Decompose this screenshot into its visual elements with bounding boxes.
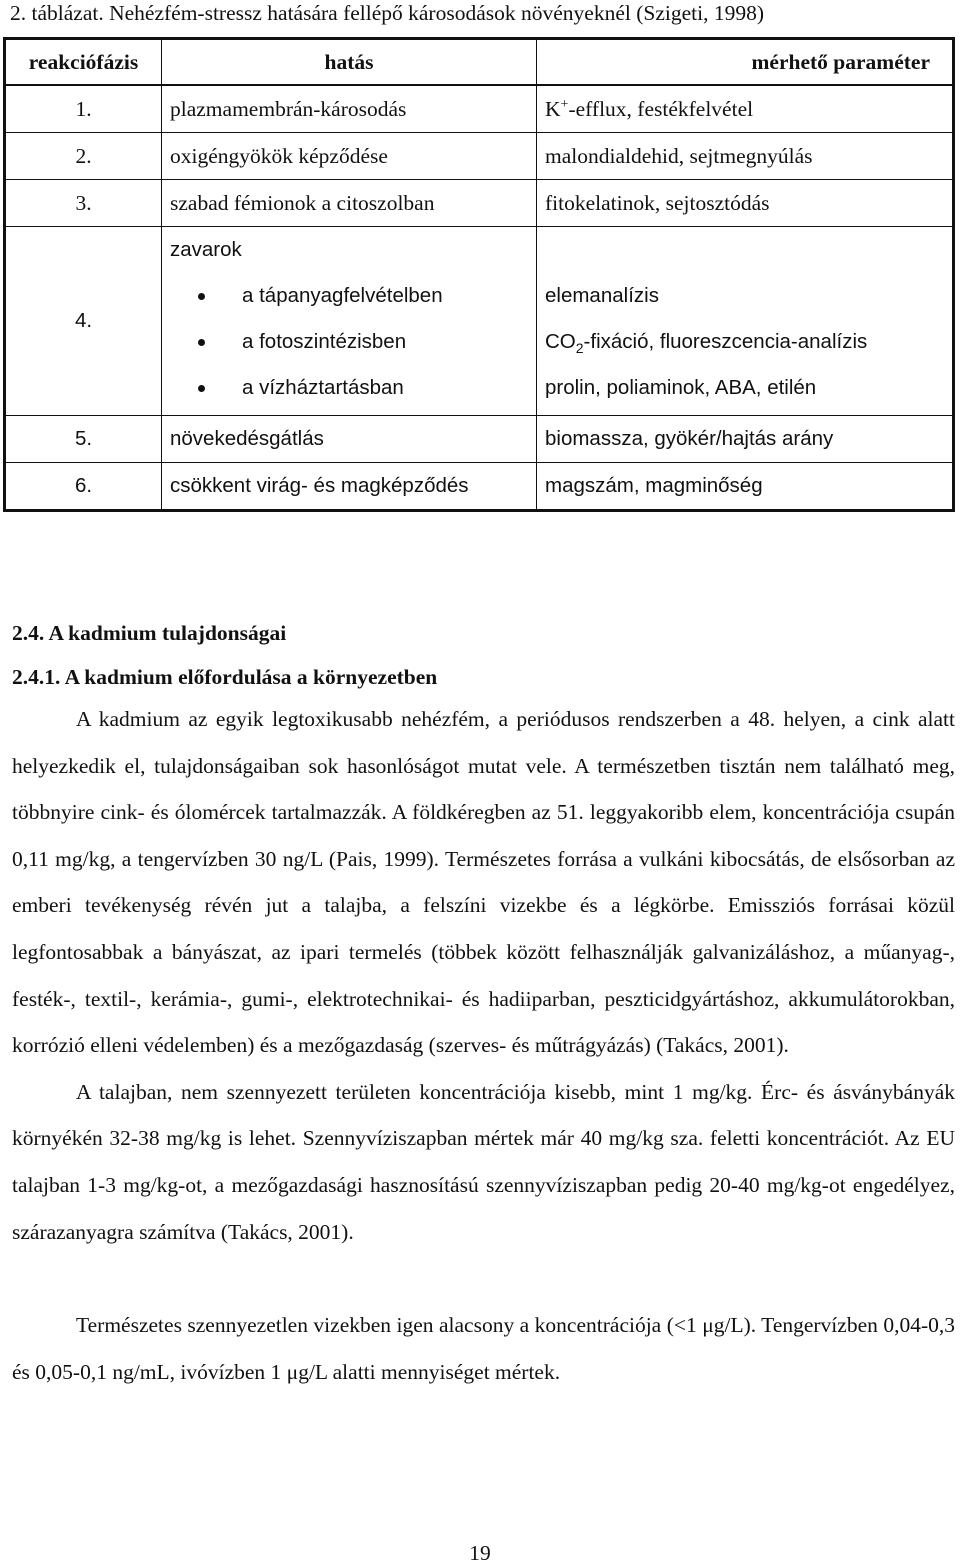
table-row <box>5 85 954 133</box>
row-parameter: malondialdehid, sejtmegnyúlás <box>537 133 954 180</box>
row-number: 2. <box>5 133 162 180</box>
table-header-row <box>5 39 954 86</box>
row-parameter: magszám, magminőség <box>537 463 954 511</box>
header-effect: hatás <box>162 39 537 86</box>
row-number: 4. <box>5 227 162 416</box>
co2-subscript: 2 <box>575 340 584 357</box>
stress-effects-table <box>3 37 955 512</box>
table-row <box>5 133 954 180</box>
row-effect: oxigéngyökök képződése <box>162 133 537 180</box>
header-parameter: mérhető paraméter <box>537 39 954 86</box>
bullet-icon <box>198 293 205 300</box>
row-parameter: biomassza, gyökér/hajtás arány <box>537 416 954 463</box>
row-number: 5. <box>5 416 162 463</box>
row-number: 3. <box>5 180 162 227</box>
row-effect: növekedésgátlás <box>162 416 537 463</box>
paragraph: A talajban, nem szennyezett területen koncentrációja kisebb, mint 1 mg/kg. Érc- és ásványbányák környékén 32-38 mg/kg is lehet. Szennyvíziszapban mértek már 40 mg/kg sza. feletti koncentrációt. Az EU talajban 1-3 mg/kg-ot, a mezőgazdasági hasznosítású szennyvíziszapban pedig 20-40 mg/kg-ot engedélyez, szárazanyagra számítva (Takács, 2001). <box>12 1079 955 1244</box>
row-effect: szabad fémionok a citoszolban <box>162 180 537 227</box>
row-parameter-list <box>537 227 954 416</box>
bullet-icon <box>198 339 205 346</box>
disorders-title: zavarok <box>170 238 242 261</box>
param-rest: -efflux, festékfelvétel <box>568 96 754 121</box>
row-effect: csökkent virág- és magképződés <box>162 463 537 511</box>
row-number: 6. <box>5 463 162 511</box>
list-item: a fotoszintézisben <box>162 319 536 365</box>
param-item: elemanalízis <box>545 284 659 307</box>
charge-superscript: + <box>560 96 569 112</box>
param-item: prolin, poliaminok, ABA, etilén <box>545 376 817 399</box>
row-effect-list <box>162 227 537 416</box>
param-item: $CO_2$-fixáció, fluoreszcencia-analízis <box>545 330 868 357</box>
table-row <box>5 416 954 463</box>
header-reaction-phase: reakciófázis <box>5 39 162 86</box>
row-parameter <box>537 85 954 133</box>
paragraph: Természetes szennyezetlen vizekben igen alacsony a koncentrációja (<1 μg/L). Tengervízben 0,04-0,3 és 0,05-0,1 ng/mL, ivóvízben 1 μg/L alatti mennyiséget mértek. <box>12 1313 955 1384</box>
list-item: a vízháztartásban <box>162 365 536 411</box>
subsection-heading: 2.4.1. A kadmium előfordulása a környezetben <box>12 665 438 689</box>
page-number: 19 <box>469 1541 491 1565</box>
table-row-disorders <box>5 227 954 416</box>
paragraph: A kadmium az egyik legtoxikusabb nehézfém, a periódusos rendszerben a 48. helyen, a cink alatt helyezkedik el, tulajdonságaiban sok hasonlóságot mutat vele. A természetben tisztán nem található meg, többnyire cink- és ólomércek tartalmazzák. A földkéregben az 51. leggyakoribb elem, koncentrációja csupán 0,11 mg/kg, a tengervízben 30 ng/L (Pais, 1999). Természetes forrása a vulkáni kibocsátás, de elsősorban az emberi tevékenység révén jut a talajba, a felszíni vizekbe és a légkörbe. Emissziós forrásai közül legfontosabbak a bányászat, az ipari termelés (többek között felhasználják galvanizáláshoz, a műanyag-, festék-, textil-, kerámia-, gumi-, elektrotechnikai- és hadiiparban, peszticidgyártáshoz, akkumulátorokban, korrózió elleni védelemben) és a mezőgazdaság (szerves- és műtrágyázás) (Takács, 2001). <box>12 707 955 1058</box>
table-row <box>5 463 954 511</box>
row-parameter: fitokelatinok, sejtosztódás <box>537 180 954 227</box>
body-text <box>12 696 955 1395</box>
list-item: a tápanyagfelvételben <box>162 273 536 319</box>
section-heading: 2.4. A kadmium tulajdonságai <box>12 621 287 645</box>
table-row <box>5 180 954 227</box>
row-number: 1. <box>5 85 162 133</box>
table-caption: 2. táblázat. Nehézfém-stressz hatására fellépő károsodások növényeknél (Szigeti, 1998) <box>10 1 765 25</box>
row-effect: plazmamembrán-károsodás <box>162 85 537 133</box>
bullet-icon <box>198 385 205 392</box>
potassium-symbol: K <box>545 96 561 121</box>
